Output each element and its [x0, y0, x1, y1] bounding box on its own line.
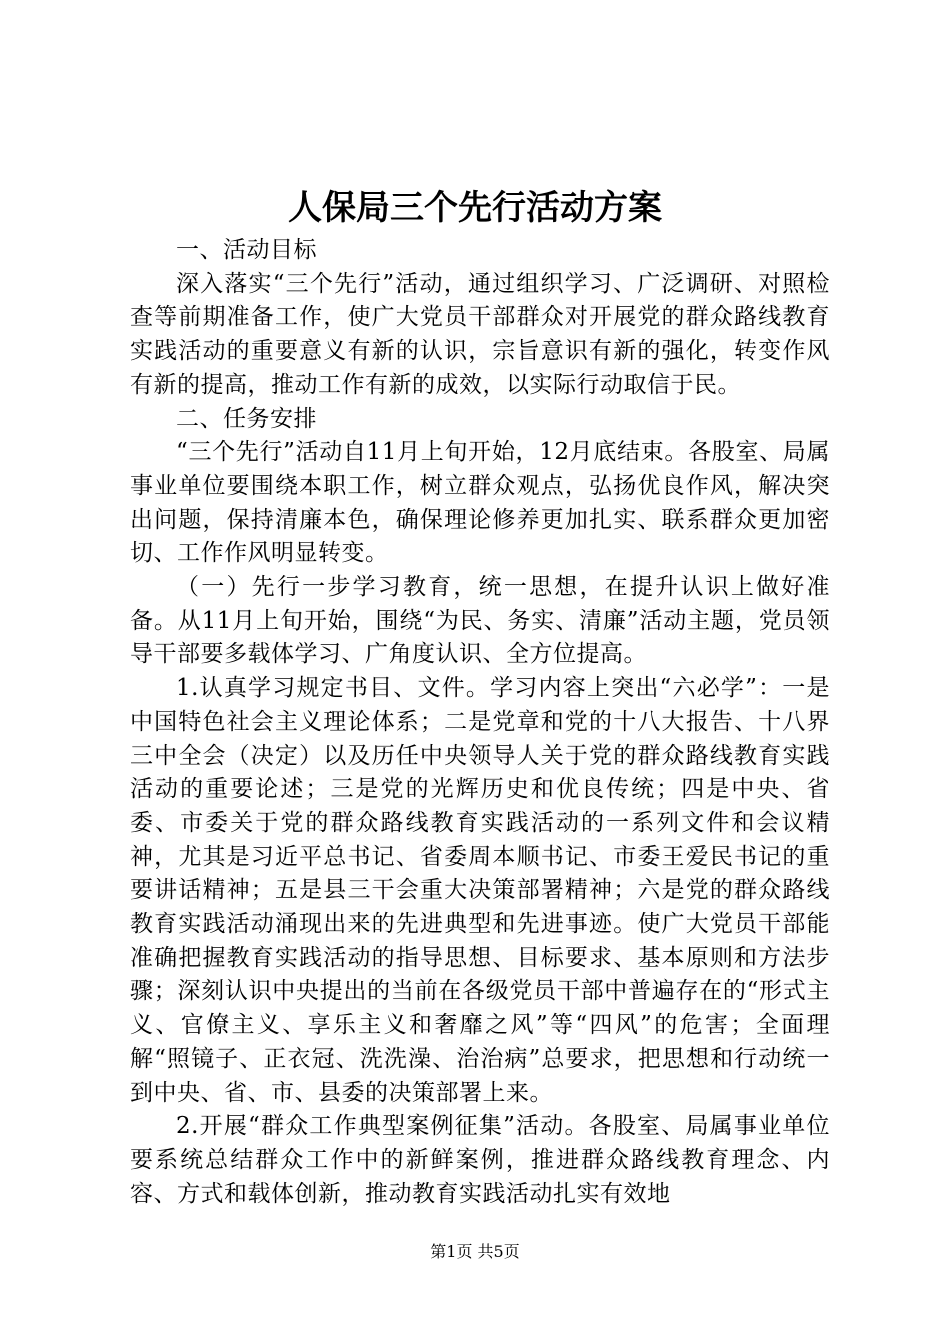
section-heading-tasks: 二、任务安排 — [176, 405, 317, 432]
paragraph-subsection-1: （一）先行一步学习教育，统一思想，在提升认识上做好准备。从11月上旬开始，围绕“为民、务实、清廉”活动主题，党员领导干部要多载体学习、广角度认识、全方位提高。 — [130, 574, 830, 668]
section-heading-goals: 一、活动目标 — [176, 237, 317, 263]
paragraph-item-1: 1.认真学习规定书目、文件。学习内容上突出“六必学”：一是中国特色社会主义理论体系；二是党章和党的十八大报告、十八界三中全会（决定）以及历任中央领导人关于党的群众路线教育实践活动的重要论述；三是党的光辉历史和优良传统；四是中央、省委、市委关于党的群众路线教育实践活动的一系列文件和会议精神，尤其是习近平总书记、省委周本顺书记、市委王爱民书记的重要讲话精神；五是县三干会重大决策部署精神；六是党的群众路线教育实践活动涌现出来的先进典型和先进事迹。使广大党员干部能准确把握教育实践活动的指导思想、目标要求、基本原则和方法步骤；深刻认识中央提出的当前在各级党员干部中普遍存在的“形式主义、官僚主义、享乐主义和奢靡之风”等“四风”的危害；全面理解“照镜子、正衣冠、洗洗澡、治治病”总要求，把思想和行动统一到中央、省、市、县委的决策部署上来。 — [130, 675, 830, 1106]
paragraph-item-2: 2.开展“群众工作典型案例征集”活动。各股室、局属事业单位要系统总结群众工作中的新鲜案例，推进群众路线教育理念、内容、方式和载体创新，推动教育实践活动扎实有效地 — [130, 1113, 830, 1207]
paragraph-tasks-intro: “三个先行”活动自11月上旬开始，12月底结束。各股室、局属事业单位要围绕本职工作，树立群众观点，弘扬优良作风，解决突出问题，保持清廉本色，确保理论修养更加扎实、联系群众更加密切、工作作风明显转变。 — [130, 439, 830, 567]
document-title: 人保局三个先行活动方案 — [288, 188, 662, 228]
paragraph-goals: 深入落实“三个先行”活动，通过组织学习、广泛调研、对照检查等前期准备工作，使广大党员干部群众对开展党的群众路线教育实践活动的重要意义有新的认识，宗旨意识有新的强化，转变作风有新的提高，推动工作有新的成效，以实际行动取信于民。 — [130, 270, 830, 398]
page-number-footer: 第1页 共5页 — [430, 1242, 520, 1261]
document-body — [130, 234, 830, 1211]
